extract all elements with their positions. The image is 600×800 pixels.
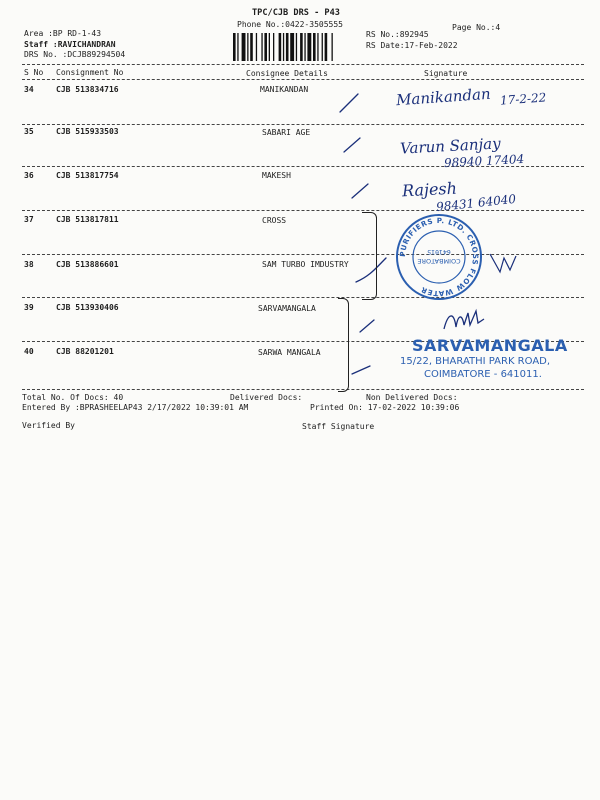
company-round-stamp (394, 212, 484, 302)
row-sno: 39 (24, 303, 34, 312)
area-code: Area :BP RD-1-43 (24, 29, 102, 38)
column-header-consignment: Consignment No (56, 68, 124, 77)
column-header-consignee: Consignee Details (246, 69, 328, 78)
row-consignee: MAKESH (262, 171, 291, 180)
column-header-sno: S No (24, 68, 44, 77)
handwritten-phone: 98940 17404 (443, 151, 525, 171)
row-consignee: CROSS (262, 216, 287, 225)
handwritten-signature: Manikandan (395, 84, 492, 110)
printed-on: Printed On: 17-02-2022 10:39:06 (310, 403, 460, 412)
column-header-signature: Signature (424, 69, 468, 78)
stamp-signature-scribble (440, 305, 500, 335)
non-delivered-docs: Non Delivered Docs: (366, 393, 458, 402)
page-number: Page No.:4 (452, 23, 501, 32)
row-consignee: SAM TURBO IMDUSTRY (262, 260, 349, 269)
stamp-center-pin: 641015 (427, 248, 451, 256)
row-consignment: CJB 515933503 (56, 127, 119, 136)
rs-number: RS No.:892945 (366, 30, 429, 39)
barcode (233, 33, 357, 61)
delivered-docs: Delivered Docs: (230, 393, 303, 402)
handwritten-signature: Varun Sanjay (399, 134, 502, 158)
row-consignee: SARWA MANGALA (258, 348, 321, 357)
row-consignment: CJB 513886601 (56, 260, 119, 269)
stamp-city: COIMBATORE - 641011. (424, 369, 542, 380)
row-consignment: CJB 88201201 (56, 347, 114, 356)
verified-by: Verified By (22, 421, 75, 430)
entered-by: Entered By :BPRASHEELAP43 2/17/2022 10:39:01 AM (22, 403, 249, 412)
phone-number: Phone No.:0422-3505555 (237, 20, 343, 29)
row-consignment: CJB 513930406 (56, 303, 119, 312)
row-consignment: CJB 513817811 (56, 215, 119, 224)
row-sno: 34 (24, 85, 34, 94)
drs-number: DRS No. :DCJB89294504 (24, 50, 126, 59)
row-bracket (338, 298, 349, 392)
stamp-signature-scribble (488, 250, 518, 276)
row-consignment: CJB 513817754 (56, 171, 119, 180)
row-consignment: CJB 513834716 (56, 85, 119, 94)
row-sno: 40 (24, 347, 34, 356)
staff-signature: Staff Signature (302, 422, 375, 431)
row-consignee: SARVAMANGALA (258, 304, 316, 313)
document-title: TPC/CJB DRS - P43 (252, 8, 340, 18)
stamp-ring-text: PURIFIERS P. LTD. CROSS FLOW WATER (397, 215, 481, 299)
header-top-rule (22, 64, 584, 65)
total-docs: Total No. Of Docs: 40 (22, 393, 124, 402)
staff-name: Staff :RAVICHANDRAN (24, 40, 116, 49)
stamp-center-city: COIMBATORE (417, 257, 461, 265)
stamp-address: 15/22, BHARATHI PARK ROAD, (400, 356, 551, 367)
row-sno: 35 (24, 127, 34, 136)
handwritten-signature: Rajesh (401, 178, 458, 201)
handwritten-phone: 98431 64040 (435, 191, 517, 215)
rs-date: RS Date:17-Feb-2022 (366, 41, 458, 50)
row-consignee: MANIKANDAN (260, 85, 309, 94)
row-sno: 36 (24, 171, 34, 180)
stamp-company-name: SARVAMANGALA (412, 336, 568, 355)
handwritten-date: 17-2-22 (499, 90, 547, 108)
row-sno: 38 (24, 260, 34, 269)
row-consignee: SABARI AGE (262, 128, 311, 137)
row-bracket (362, 212, 377, 300)
row-sno: 37 (24, 215, 34, 224)
